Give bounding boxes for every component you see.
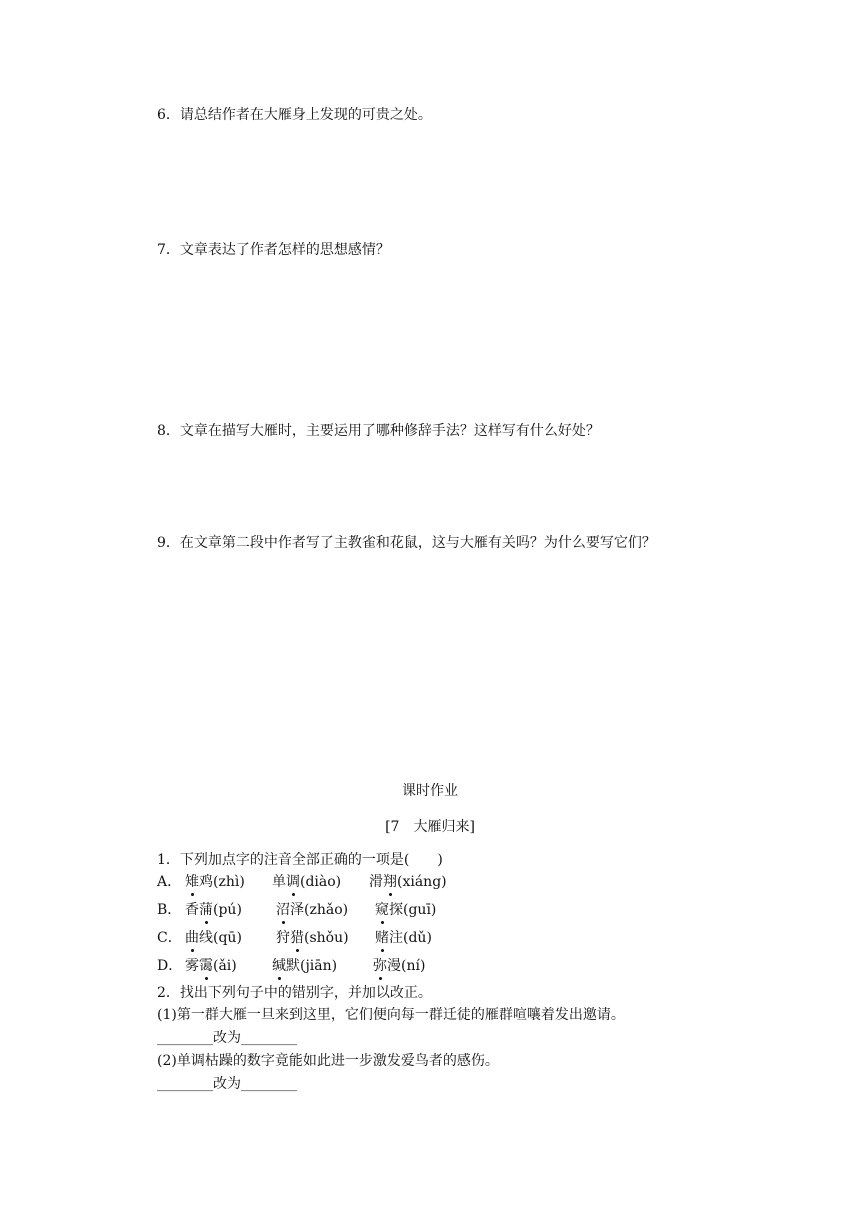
option-item: 香蒲(pú)	[185, 899, 242, 921]
emphasis-dot-char: 弥	[373, 955, 387, 977]
question-2-sentence-2: (2)单调枯躁的数字竟能如此进一步激发爱鸟者的感伤。	[157, 1053, 499, 1069]
question-1-stem: 1．下列加点字的注音全部正确的一项是( )	[157, 852, 443, 868]
option-item: 雉鸡(zhì)	[185, 871, 245, 893]
question-6: 6．请总结作者在大雁身上发现的可贵之处。	[157, 107, 432, 123]
emphasis-dot-char: 沼	[276, 899, 290, 921]
question-8: 8．文章在描写大雁时，主要运用了哪种修辞手法？这样写有什么好处？	[157, 423, 600, 439]
option-item: 单调(diào)	[272, 871, 341, 893]
option-item: 沼泽(zhǎo)	[276, 899, 348, 921]
emphasis-dot-char: 窥	[375, 899, 389, 921]
emphasis-dot-char: 猎	[290, 927, 304, 949]
option-letter: B．	[157, 902, 182, 918]
lesson-heading: [7 大雁归来]	[385, 819, 475, 835]
question-2-answer-blank-1: ________改为________	[157, 1030, 297, 1046]
option-letter: A．	[157, 874, 182, 890]
option-item: 窥探(guī)	[375, 899, 436, 921]
option-item: 赌注(dǔ)	[375, 927, 432, 949]
option-item: 弥漫(ní)	[373, 955, 425, 977]
emphasis-dot-char: 赌	[375, 927, 389, 949]
question-9: 9．在文章第二段中作者写了主教雀和花鼠，这与大雁有关吗？为什么要写它们？	[157, 535, 656, 551]
option-letter: D．	[157, 958, 183, 974]
emphasis-dot-char: 调	[286, 871, 300, 893]
emphasis-dot-char: 霭	[199, 955, 213, 977]
question-2-answer-blank-2: ________改为________	[157, 1076, 297, 1092]
section-title: 课时作业	[402, 783, 458, 799]
question-2-stem: 2．找出下列句子中的错别字，并加以改正。	[157, 985, 432, 1001]
option-item: 滑翔(xiáng)	[369, 871, 447, 893]
emphasis-dot-char: 缄	[272, 955, 286, 977]
option-item: 曲线(qū)	[185, 927, 242, 949]
emphasis-dot-char: 曲	[185, 927, 199, 949]
option-item: 狩猎(shǒu)	[276, 927, 349, 949]
option-item: 缄默(jiān)	[272, 955, 337, 977]
option-letter: C．	[157, 930, 182, 946]
question-7: 7．文章表达了作者怎样的思想感情？	[157, 242, 390, 258]
question-2-sentence-1: (1)第一群大雁一旦来到这里，它们便向每一群迁徒的雁群喧嚷着发出邀请。	[157, 1007, 625, 1023]
emphasis-dot-char: 蒲	[199, 899, 213, 921]
option-item: 雾霭(ǎi)	[185, 955, 237, 977]
emphasis-dot-char: 翔	[383, 871, 397, 893]
emphasis-dot-char: 雉	[185, 871, 199, 893]
